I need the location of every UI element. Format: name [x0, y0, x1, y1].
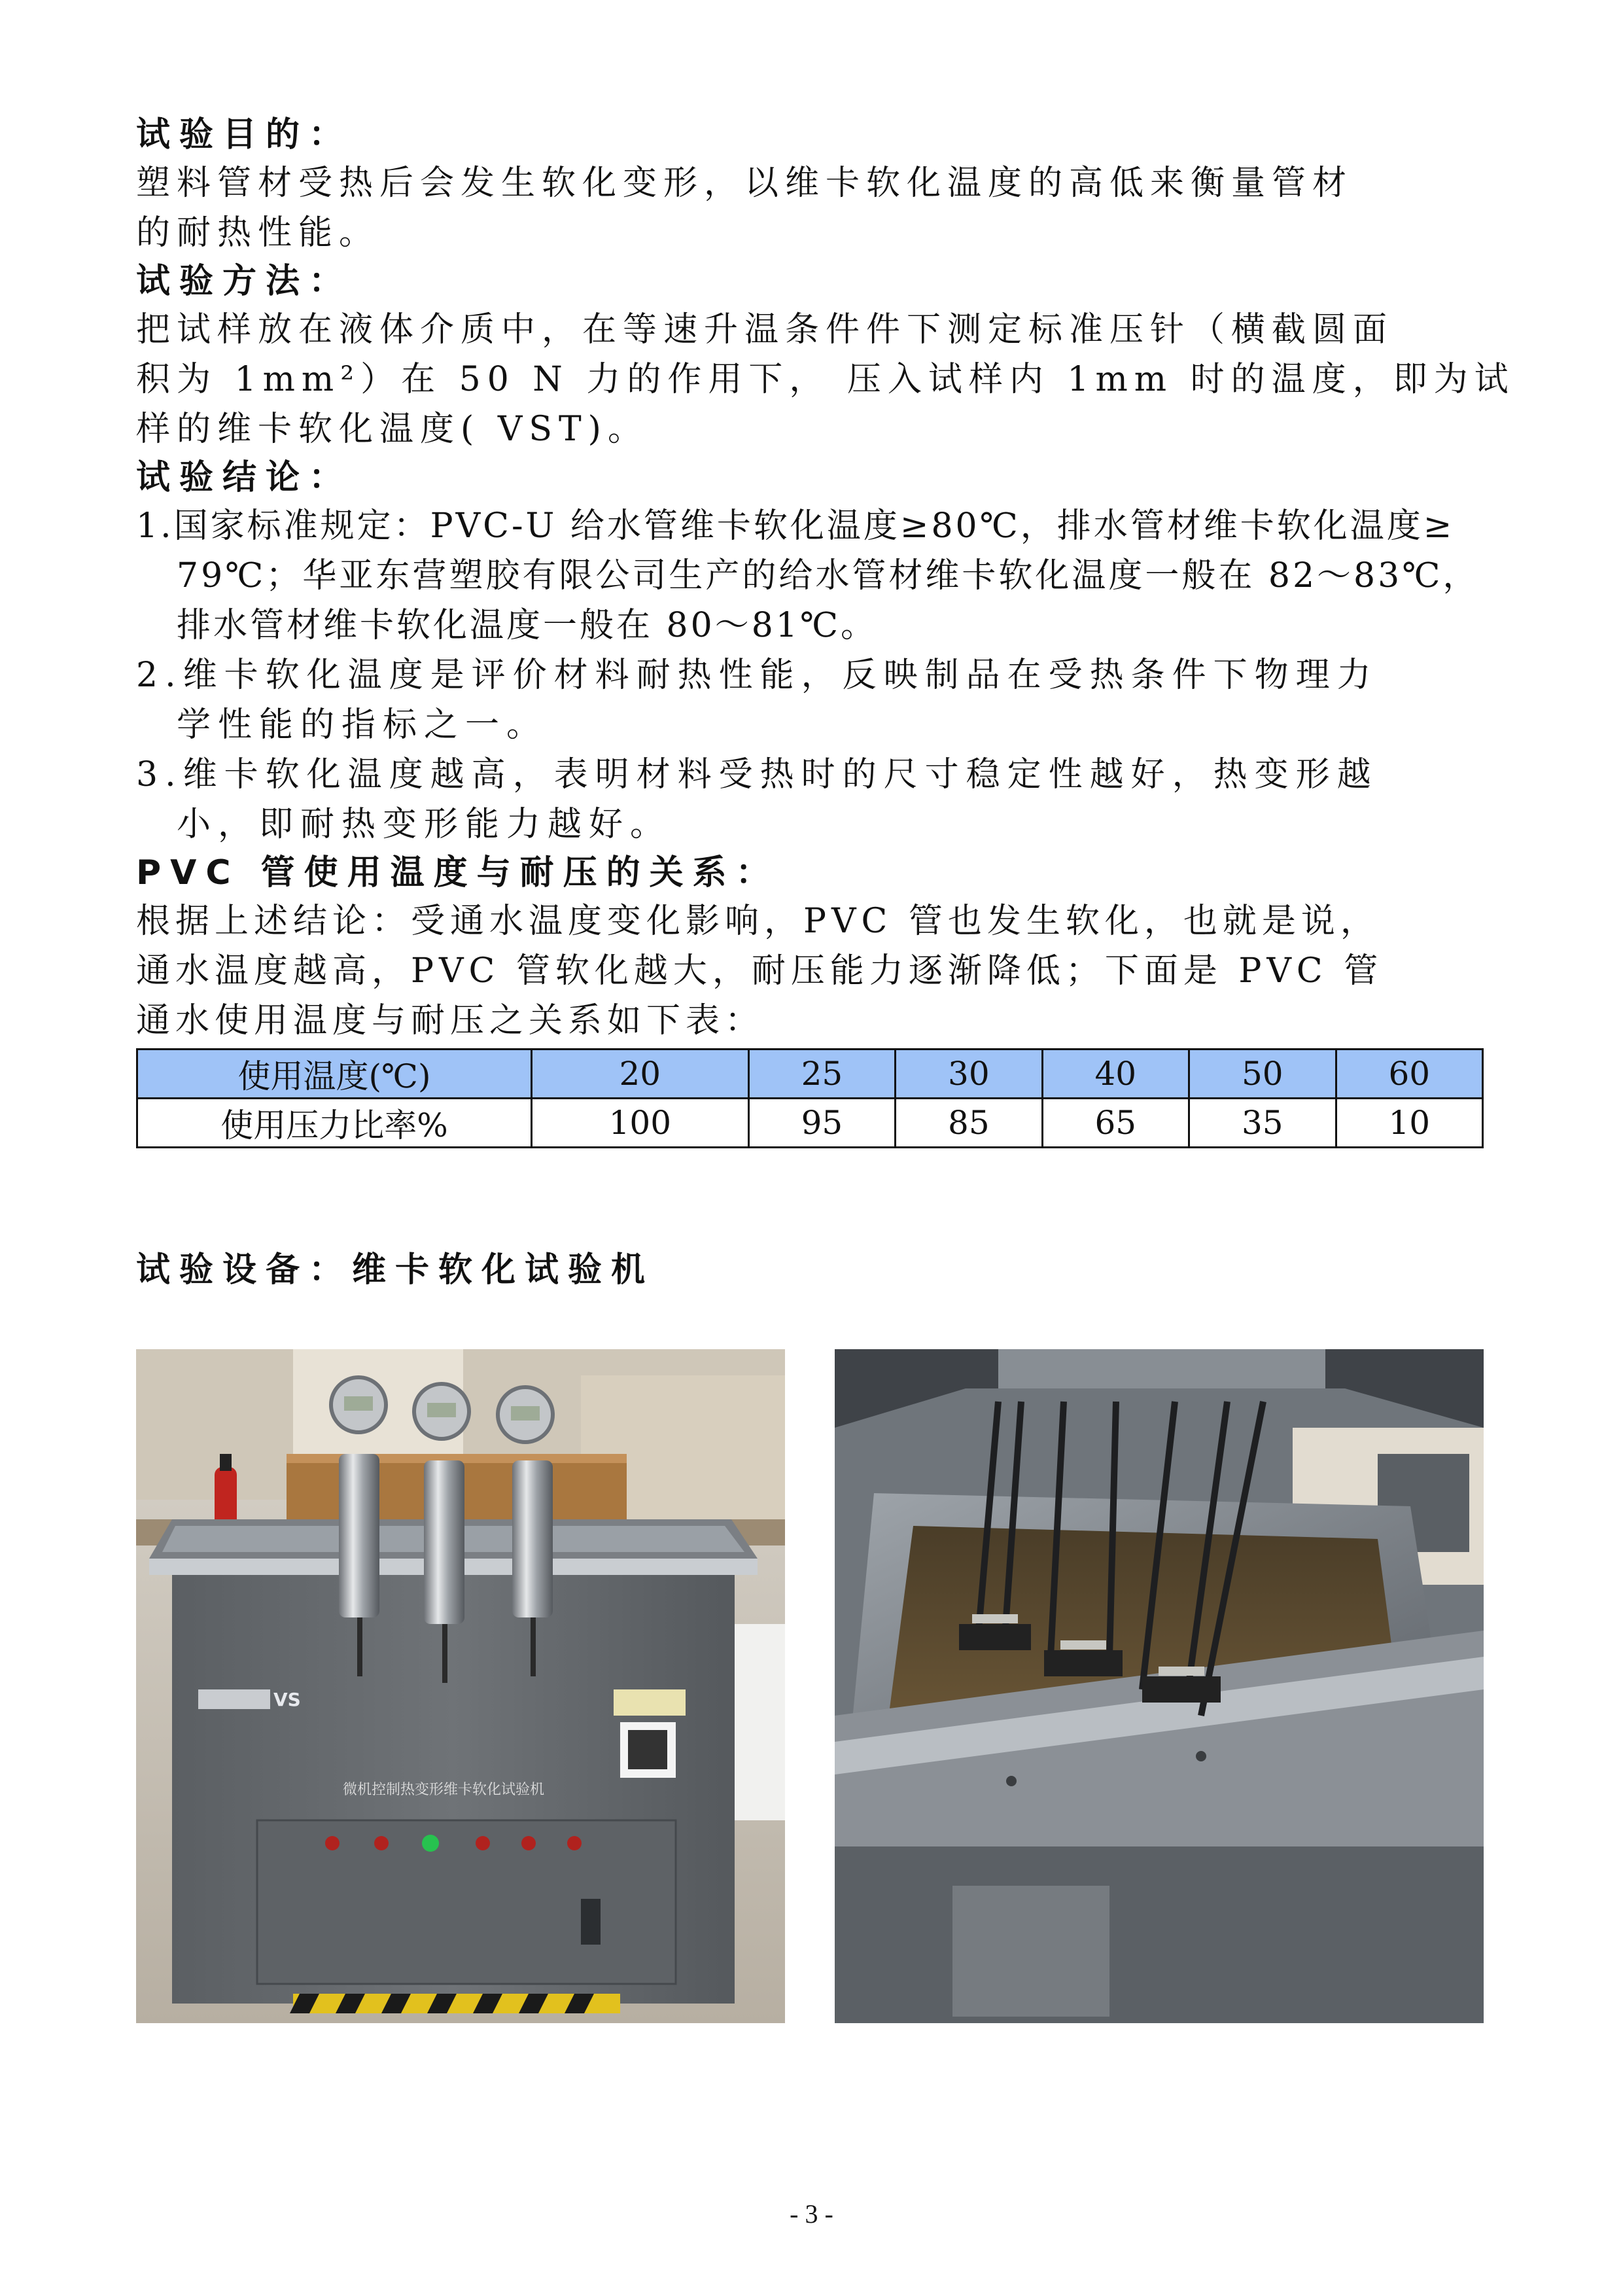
table-cell: 35: [1189, 1099, 1336, 1148]
relation-heading: PVC 管使用温度与耐压的关系：: [136, 853, 779, 892]
table-cell: 65: [1042, 1099, 1189, 1148]
page-number: - 3 -: [790, 2199, 833, 2229]
table-cell: 20: [532, 1050, 749, 1099]
table-cell: 使用温度(℃): [137, 1050, 532, 1099]
relation-paragraph: [136, 896, 1484, 1046]
text-line: 塑料管材受热后会发生软化变形，以维卡软化温度的高低来衡量管材: [136, 164, 1353, 203]
table-row: [137, 1099, 1483, 1148]
text-line: 的耐热性能。: [136, 213, 380, 253]
conclusion-heading: 试验结论：: [136, 458, 353, 497]
text-line: 把试样放在液体介质中，在等速升温条件件下测定标准压针（横截圆面: [136, 310, 1394, 349]
table-cell: 40: [1042, 1050, 1189, 1099]
purpose-paragraph: [136, 158, 1484, 258]
method-paragraph: [136, 305, 1515, 454]
text-line: 维卡软化温度是评价材料耐热性能，反映制品在受热条件下物理力: [183, 656, 1378, 695]
table-cell: 100: [532, 1099, 749, 1148]
table-cell: 85: [896, 1099, 1042, 1148]
item-number: 3.: [136, 755, 183, 794]
purpose-heading: 试验目的：: [136, 115, 353, 154]
text-line: 排水管材维卡软化温度一般在 80～81℃。: [177, 606, 878, 645]
table-cell: 25: [748, 1050, 895, 1099]
conclusion-item-2: [136, 650, 1484, 750]
text-line: 国家标准规定：PVC-U 给水管维卡软化温度≥80℃，排水管材维卡软化温度≥: [173, 506, 1455, 546]
table-cell: 95: [748, 1099, 895, 1148]
table-cell: 60: [1336, 1050, 1482, 1099]
text-line: 维卡软化温度越高，表明材料受热时的尺寸稳定性越好，热变形越: [183, 755, 1378, 794]
table-header-row: [137, 1050, 1483, 1099]
conclusion-item-1: [136, 501, 1484, 650]
photo-bath-closeup: [835, 1349, 1484, 2023]
table-cell: 30: [896, 1050, 1042, 1099]
equipment-heading: 试验设备：维卡软化试验机: [136, 1250, 655, 1290]
text-line: 积为 1mm²）在 50 N 力的作用下， 压入试样内 1mm 时的温度，即为试: [136, 360, 1515, 399]
text-line: 通水温度越高，PVC 管软化越大，耐压能力逐渐降低；下面是 PVC 管: [136, 951, 1384, 991]
conclusion-item-3: [136, 750, 1484, 849]
table-cell: 10: [1336, 1099, 1482, 1148]
table-cell: 50: [1189, 1050, 1336, 1099]
text-line: 学性能的指标之一。: [177, 705, 548, 745]
text-line: 样的维卡软化温度( VST)。: [136, 410, 648, 449]
text-line: 小，即耐热变形能力越好。: [177, 805, 672, 844]
document-page: [136, 111, 1515, 1294]
table-cell: 使用压力比率%: [137, 1099, 532, 1148]
panel-label: 微机控制热变形维卡软化试验机: [342, 1782, 545, 1798]
item-number: 2.: [136, 656, 183, 695]
text-line: 79℃；华亚东营塑胶有限公司生产的给水管材维卡软化温度一般在 82～83℃，: [177, 556, 1480, 595]
brand-mark: VS: [273, 1689, 301, 1710]
photo-tester-front: [136, 1349, 785, 2023]
text-line: 通水使用温度与耐压之关系如下表：: [136, 1001, 765, 1040]
temperature-pressure-table: [136, 1048, 1484, 1148]
text-line: 根据上述结论：受通水温度变化影响，PVC 管也发生软化，也就是说，: [136, 902, 1380, 941]
equipment-photos: [136, 1349, 1484, 2023]
item-number: 1.: [136, 506, 174, 546]
method-heading: 试验方法：: [136, 262, 353, 301]
